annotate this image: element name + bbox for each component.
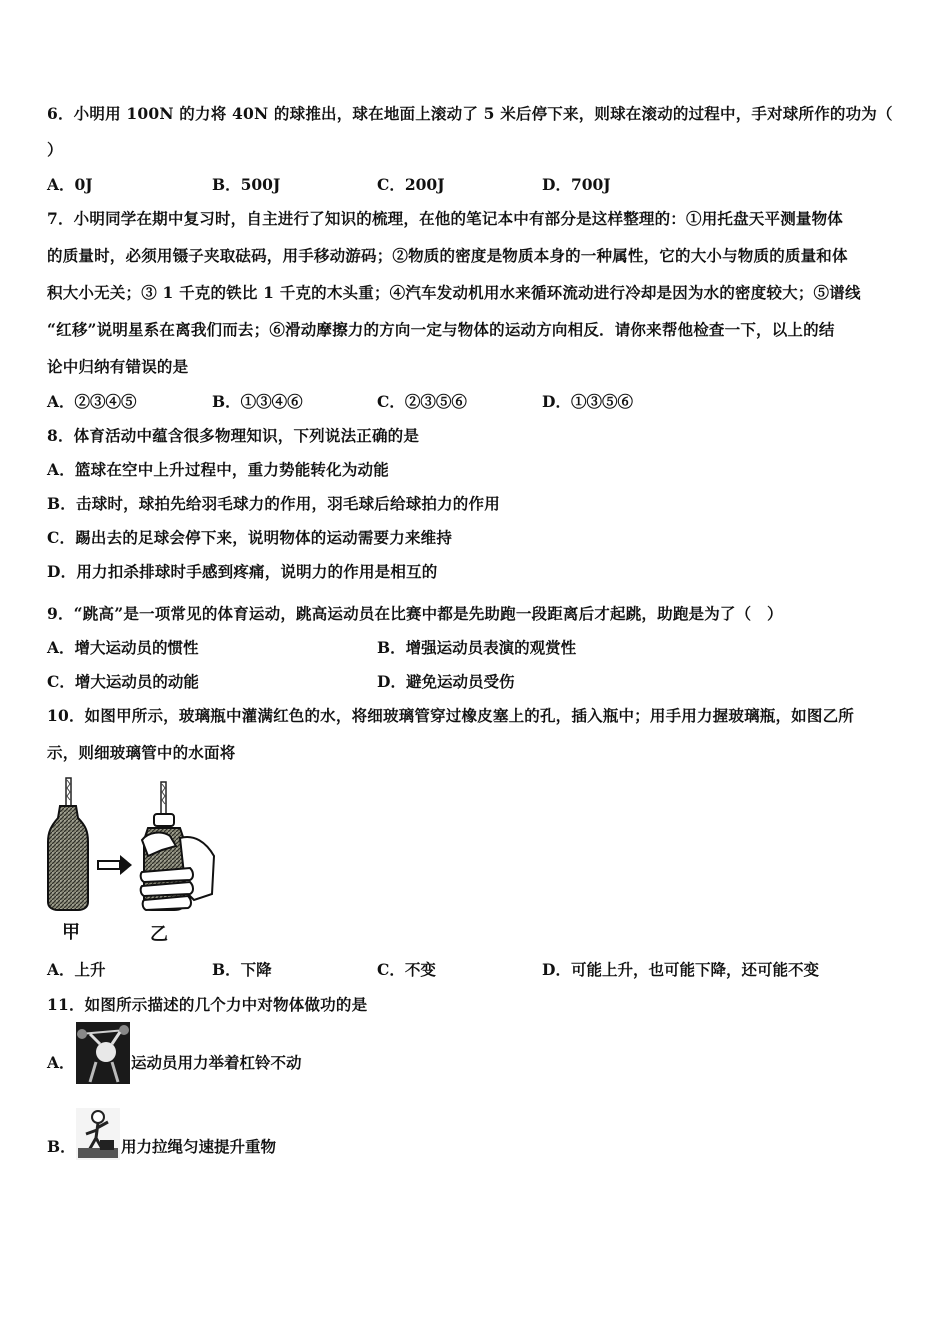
rope-lifting-image: [76, 1108, 120, 1160]
q11-stem: 11．如图所示描述的几个力中对物体做功的是: [47, 995, 368, 1014]
q6-stem-line2: ）: [47, 140, 63, 159]
q8-option-c: C．踢出去的足球会停下来，说明物体的运动需要力来维持: [47, 528, 453, 547]
q10-option-a: A．上升: [47, 960, 106, 979]
q7-stem-line1: 7．小明同学在期中复习时，自主进行了知识的梳理，在他的笔记本中有部分是这样整理的：①用托盘天平测量物体: [47, 209, 843, 228]
q6-option-c: C．200J: [377, 175, 445, 194]
arrow-icon: [98, 855, 132, 875]
figure-label-yi: 乙: [150, 924, 168, 945]
q7-option-d: D．①③⑤⑥: [542, 392, 633, 411]
q8-option-d: D．用力扣杀排球时手感到疼痛，说明力的作用是相互的: [47, 562, 438, 581]
q10-stem-line1: 10．如图甲所示，玻璃瓶中灌满红色的水，将细玻璃管穿过橡皮塞上的孔，插入瓶中；用手用力握玻璃瓶，如图乙所: [47, 706, 854, 725]
q9-option-a: A．增大运动员的惯性: [47, 638, 199, 657]
weightlifter-image: [76, 1022, 130, 1084]
q6-stem-line1: 6．小明用 100N 的力将 40N 的球推出，球在地面上滚动了 5 米后停下来，则球在滚动的过程中，手对球所作的功为（: [47, 104, 893, 123]
q11-option-a-text: 运动员用力举着杠铃不动: [131, 1053, 302, 1072]
q10-stem-line2: 示，则细玻璃管中的水面将: [47, 743, 236, 762]
q11-option-b-letter: B．: [47, 1137, 76, 1156]
q9-option-d: D．避免运动员受伤: [377, 672, 515, 691]
q7-option-c: C．②③⑤⑥: [377, 392, 467, 411]
q9-stem: 9．“跳高”是一项常见的体育运动，跳高运动员在比赛中都是先助跑一段距离后才起跳，助跑是为了（ ）: [47, 604, 783, 623]
bottle-jia: [48, 778, 88, 910]
q6-option-d: D．700J: [542, 175, 611, 194]
q7-option-b: B．①③④⑥: [212, 392, 303, 411]
q8-stem: 8．体育活动中蕴含很多物理知识，下列说法正确的是: [47, 426, 420, 445]
q9-option-c: C．增大运动员的动能: [47, 672, 199, 691]
q7-stem-line5: 论中归纳有错误的是: [47, 357, 189, 376]
q6-option-b: B．500J: [212, 175, 281, 194]
q10-option-d: D．可能上升，也可能下降，还可能不变: [542, 960, 819, 979]
q8-option-b: B．击球时，球拍先给羽毛球力的作用，羽毛球后给球拍力的作用: [47, 494, 500, 513]
q7-stem-line3: 积大小无关；③ 1 千克的铁比 1 千克的木头重；④汽车发动机用水来循环流动进行冷却是因为水的密度较大；⑤谱线: [47, 283, 861, 302]
q11-option-a-letter: A．: [47, 1053, 75, 1072]
q7-stem-line4: “红移”说明星系在离我们而去；⑥滑动摩擦力的方向一定与物体的运动方向相反．请你来帮他检查一下，以上的结: [47, 320, 835, 339]
q8-option-a: A．篮球在空中上升过程中，重力势能转化为动能: [47, 460, 389, 479]
q10-option-c: C．不变: [377, 960, 436, 979]
q9-option-b: B．增强运动员表演的观赏性: [377, 638, 577, 657]
q10-option-b: B．下降: [212, 960, 272, 979]
figure-label-jia: 甲: [62, 922, 80, 943]
q6-option-a: A．0J: [47, 175, 93, 194]
q7-stem-line2: 的质量时，必须用镊子夹取砝码，用手移动游码；②物质的密度是物质本身的一种属性，它的大小与物质的质量和体: [47, 246, 848, 265]
q7-option-a: A．②③④⑤: [47, 392, 137, 411]
q11-option-b-text: 用力拉绳匀速提升重物: [121, 1137, 277, 1156]
